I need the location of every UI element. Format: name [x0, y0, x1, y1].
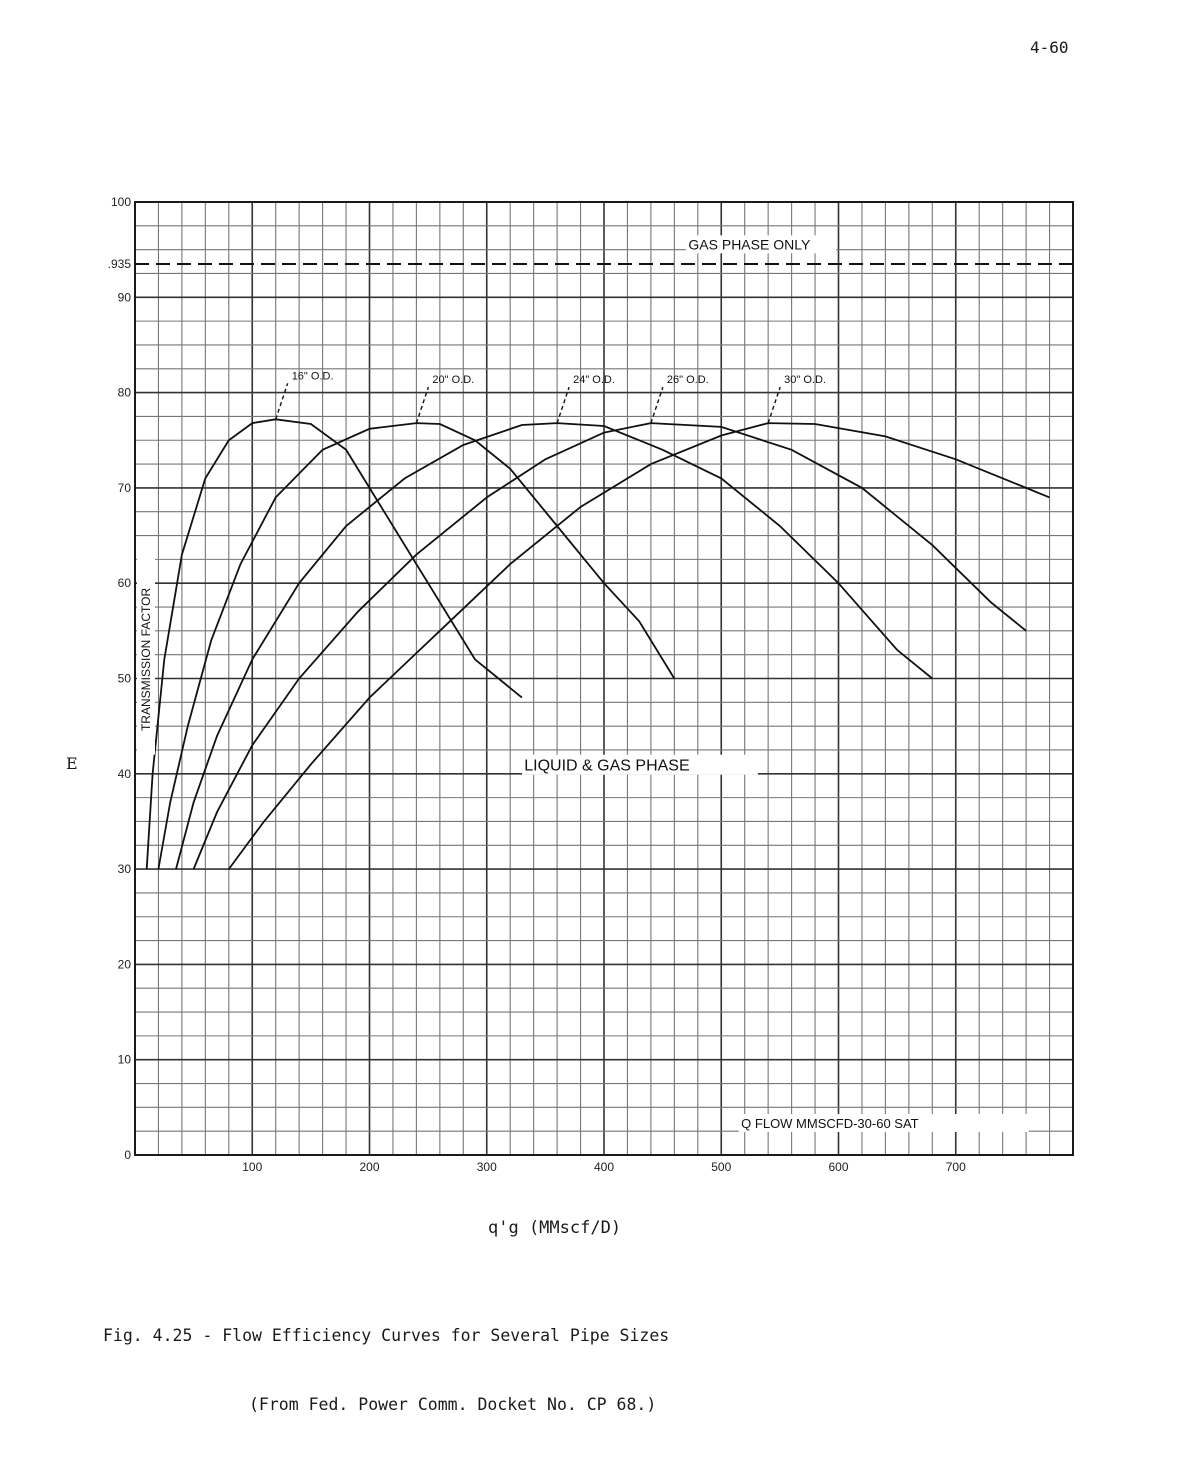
series-label-3: 24" O.D. [573, 374, 615, 387]
y-tick-label: 70 [117, 480, 131, 495]
y-tick-labels [108, 195, 132, 1162]
series-label-2: 20" O.D. [432, 374, 475, 387]
y-axis-label: E [66, 754, 78, 773]
y-tick-label: 100 [110, 195, 131, 209]
series-label-5: 30" O.D. [784, 374, 826, 387]
flow-note: Q FLOW MMSCFD-30-60 SAT [741, 1116, 919, 1132]
caption-line-2: (From Fed. Power Comm. Docket No. CP 68.) [249, 1395, 657, 1414]
y-tick-label: 80 [117, 385, 131, 400]
figure-caption [103, 1278, 669, 1439]
caption-line-1: Fig. 4.25 - Flow Efficiency Curves for Several Pipe Sizes [103, 1326, 670, 1345]
liquid-gas-label: LIQUID & GAS PHASE [524, 757, 690, 775]
series-label-4: 26" O.D. [666, 374, 709, 387]
x-tick-label: 200 [359, 1160, 380, 1174]
series-group [147, 419, 1050, 869]
y-tick-label: 60 [117, 576, 131, 591]
annotations [137, 235, 1029, 1132]
y-tick-label: 40 [117, 766, 131, 781]
series-curve-5 [229, 423, 1050, 869]
x-tick-label: 500 [711, 1160, 732, 1174]
series-labels [276, 370, 826, 423]
series-curve-1 [147, 419, 522, 869]
x-tick-label: 700 [945, 1160, 966, 1174]
y-tick-label: 30 [117, 862, 131, 877]
gas-phase-label: GAS PHASE ONLY [688, 236, 811, 253]
x-axis-label: q'g (MMscf/D) [488, 1218, 622, 1238]
y-tick-label: .935 [107, 256, 131, 271]
y-tick-label: 20 [117, 957, 131, 972]
vertical-axis-text: TRANSMISSION FACTOR [139, 587, 153, 732]
y-tick-label: 10 [117, 1052, 131, 1067]
series-leader-1 [276, 383, 288, 419]
series-curve-3 [176, 423, 932, 869]
series-label-1: 16" O.D. [291, 370, 334, 383]
x-tick-label: 100 [242, 1160, 263, 1174]
page-number: 4-60 [1030, 38, 1069, 57]
y-tick-label: 0 [124, 1148, 131, 1162]
x-tick-labels [242, 1160, 966, 1174]
y-tick-label: 90 [117, 290, 131, 305]
x-tick-label: 600 [828, 1160, 849, 1174]
y-tick-label: 50 [117, 671, 131, 686]
x-tick-label: 400 [593, 1160, 615, 1174]
x-tick-label: 300 [476, 1160, 497, 1174]
